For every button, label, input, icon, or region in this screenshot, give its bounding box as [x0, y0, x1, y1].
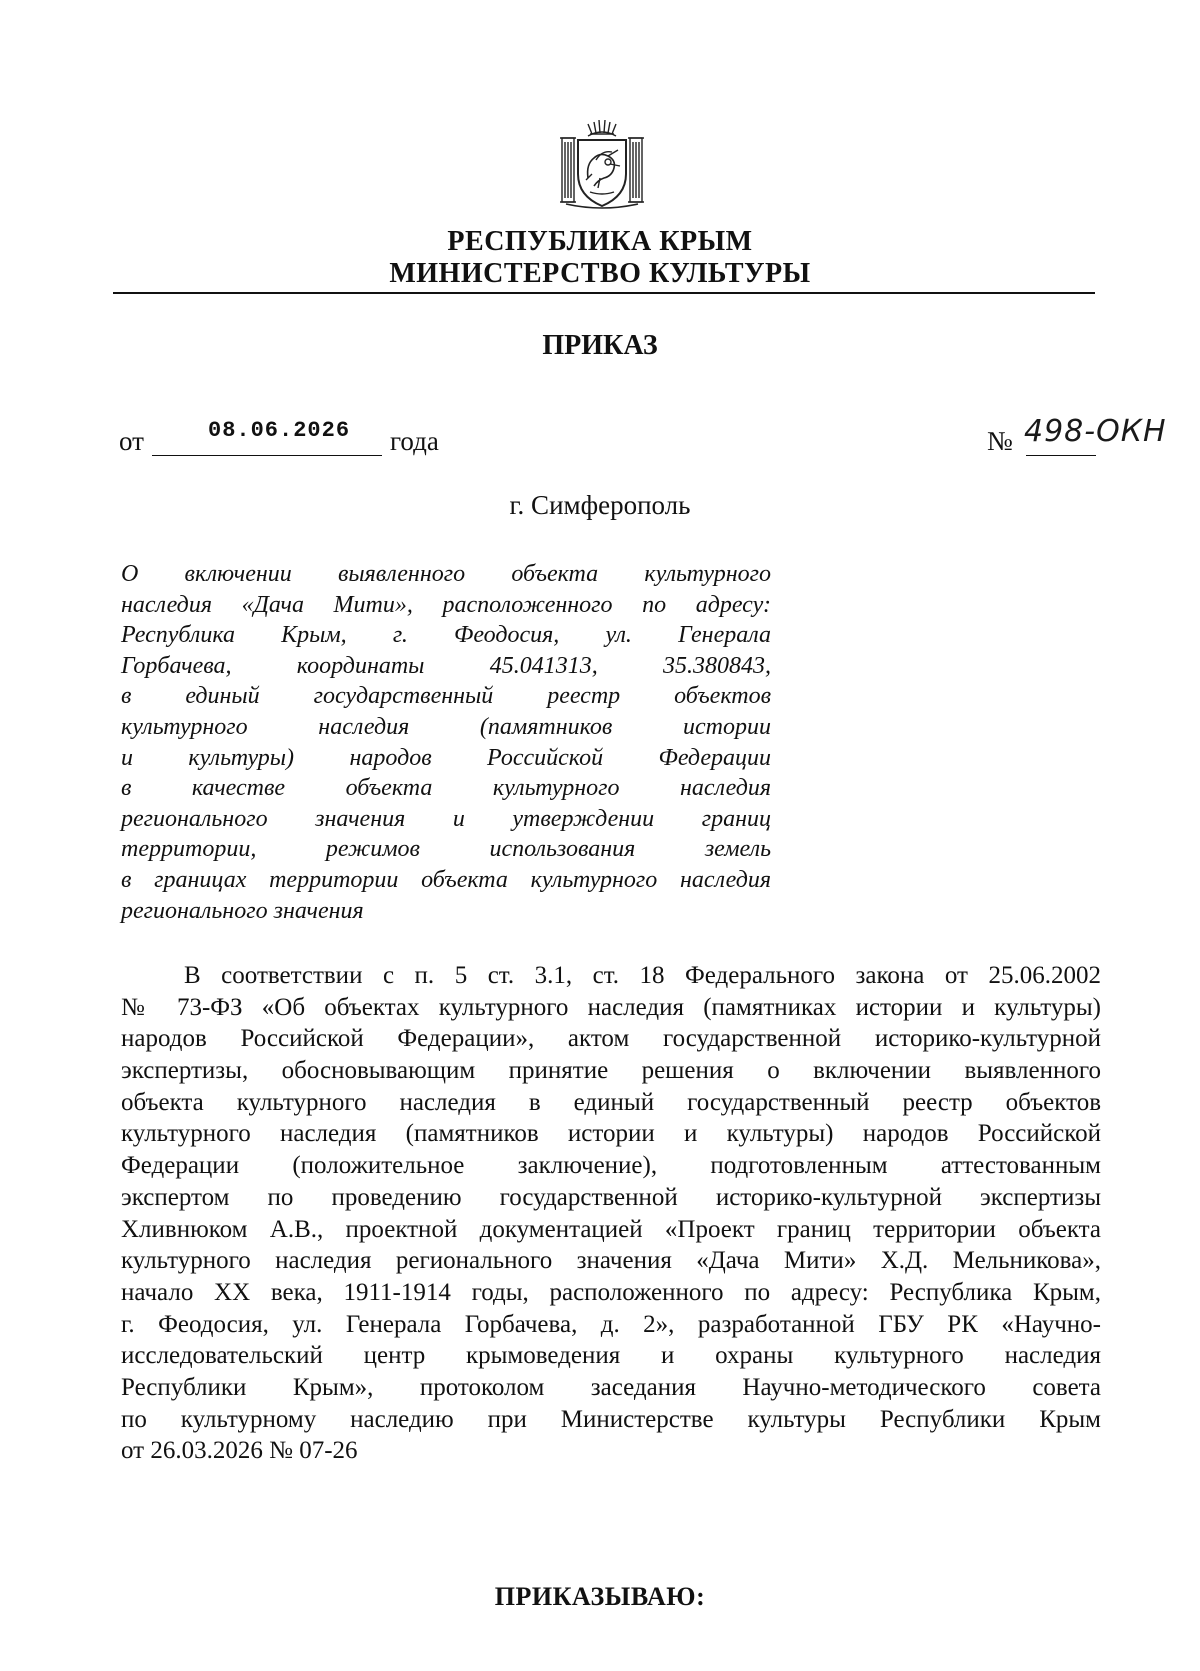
subject-line: культурного наследия (памятников истории [121, 713, 771, 740]
body-line: культурного наследия регионального значения «Дача Мити» Х.Д. Мельникова», [121, 1247, 1101, 1275]
body-line: народов Российской Федерации», актом государственной историко-культурной [121, 1025, 1101, 1053]
decree-heading: ПРИКАЗЫВАЮ: [494, 1582, 706, 1611]
order-number-handwritten: 498-ОКН [1024, 414, 1167, 449]
body-line: от 26.03.2026 № 07-26 [121, 1437, 358, 1465]
preamble-paragraph [121, 960, 1101, 1467]
subject-line: наследия «Дача Мити», расположенного по адресу: [121, 591, 771, 618]
subject-line: в качестве объекта культурного наследия [121, 775, 771, 802]
subject-line: О включении выявленного объекта культурного [121, 561, 771, 587]
subject-line: Республика Крым, г. Феодосия, ул. Генерала [121, 622, 771, 649]
body-line: объекта культурного наследия в единый государственный реестр объектов [121, 1088, 1101, 1116]
body-line: культурного наследия (памятников истории и культуры) народов Российской [121, 1120, 1101, 1148]
body-line: начало XX века, 1911-1914 годы, расположенного по адресу: Республика Крым, [121, 1278, 1101, 1306]
body-line: № 73-ФЗ «Об объектах культурного наследия (памятниках истории и культуры) [121, 993, 1101, 1021]
subject-line: регионального значения и утверждении границ [121, 805, 771, 832]
body-line: Республики Крым», протоколом заседания Научно-методического совета [121, 1373, 1101, 1401]
header-divider [113, 292, 1095, 294]
coat-of-arms-emblem [552, 116, 652, 212]
republic-heading: РЕСПУБЛИКА КРЫМ [447, 226, 753, 257]
city-line: г. Симферополь [509, 490, 691, 520]
body-line: исследовательский центр крымоведения и охраны культурного наследия [121, 1342, 1101, 1370]
body-line: Хливнюком А.В., проектной документацией «Проект границ территории объекта [121, 1215, 1101, 1243]
order-date-stamp: 08.06.2026 [208, 418, 351, 443]
body-line: экспертом по проведению государственной историко-культурной экспертизы [121, 1183, 1101, 1211]
subject-line: и культуры) народов Российской Федерации [121, 744, 771, 771]
body-line: г. Феодосия, ул. Генерала Горбачева, д. 2», разработанной ГБУ РК «Научно- [121, 1310, 1101, 1338]
subject-line: регионального значения [121, 897, 364, 924]
subject-line: Горбачева, координаты 45.041313, 35.380843, [121, 652, 771, 679]
body-line: по культурному наследию при Министерстве культуры Республики Крым [121, 1405, 1101, 1433]
subject-line: в границах территории объекта культурного наследия [121, 866, 771, 893]
body-line: экспертизы, обосновывающим принятие решения о включении выявленного [121, 1057, 1101, 1085]
subject-line: территории, режимов использования земель [121, 836, 771, 863]
number-underline [1026, 455, 1096, 456]
year-suffix-label: года [390, 426, 439, 456]
order-subject [121, 559, 771, 926]
date-underline [152, 455, 382, 456]
body-line: Федерации (положительное заключение), подготовленным аттестованным [121, 1152, 1101, 1180]
ministry-heading: МИНИСТЕРСТВО КУЛЬТУРЫ [389, 258, 811, 289]
date-prefix-label: от [119, 426, 144, 456]
body-line: В соответствии с п. 5 ст. 3.1, ст. 18 Федерального закона от 25.06.2002 [184, 962, 1101, 989]
number-sign-label: № [987, 426, 1013, 456]
document-type-title: ПРИКАЗ [542, 330, 658, 361]
subject-line: в единый государственный реестр объектов [121, 683, 771, 710]
